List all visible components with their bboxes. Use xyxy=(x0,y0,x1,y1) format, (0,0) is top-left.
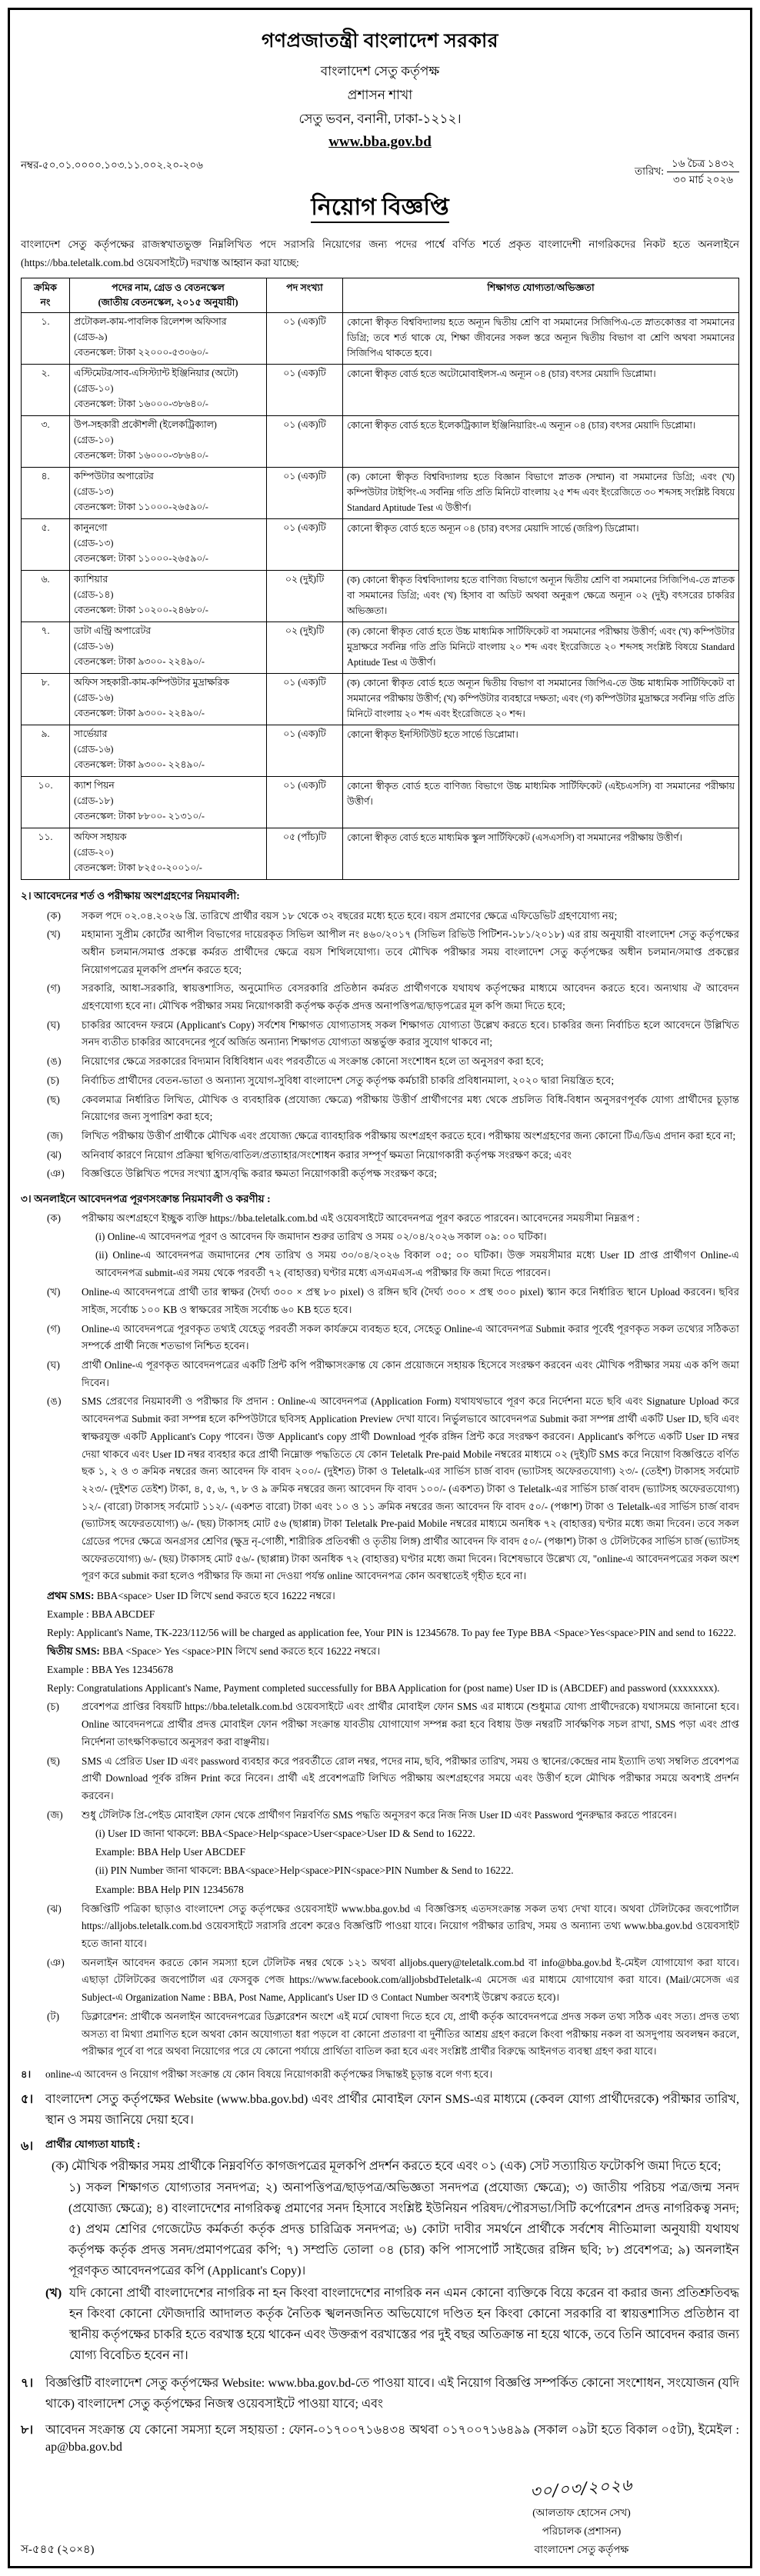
row-qualification: কোনো স্বীকৃত বোর্ড হতে অটোমোবাইলস-এ অন্যূন ০৪ (চার) বৎসর মেয়াদি ডিপ্লোমা। xyxy=(343,365,739,416)
row-vacancies: ০১ (এক)টি xyxy=(267,468,343,519)
clause-3-chha-mark: (ছ) xyxy=(47,1755,60,1767)
row-vacancies: ০১ (এক)টি xyxy=(267,313,343,365)
sms-second-text: BBA <Space> Yes <space>PIN লিখে send করতে হবে 16222 নম্বরে। xyxy=(102,1645,381,1658)
clause-3-nga xyxy=(47,1954,739,2007)
section-6-clause-kha-mark: (খ) xyxy=(45,2286,62,2300)
clause-3-gha-text: প্রার্থী Online-এ পূরণকৃত আবেদনপত্রের একটি প্রিন্ট কপি পরীক্ষাসংক্রান্ত যে কোন প্রয়োজনে সহায়ক হিসেবে সংরক্ষণ করবেন এবং মৌখিক পরীক্ষার সময় এক কপি জমা দিবেন। xyxy=(82,1359,739,1388)
table-row xyxy=(22,725,739,777)
row-post-grade: (গ্রেড-৯) xyxy=(74,332,108,343)
row-pay-scale: বেতনস্কেল: টাকা ১০২০০-২৪৬৮০/- xyxy=(74,605,208,616)
row-vacancies: ০১ (এক)টি xyxy=(267,365,343,416)
clause-3-chha-text: SMS এ প্রেরিত User ID এবং password ব্যবহার করে পরবর্তীতে রোল নম্বর, পদের নাম, ছবি, পরীক্ষার তারিখ, সময় ও স্থানের/কেন্দ্রের নাম ইত্যাদি তথ্য সম্বলিত প্রবেশপত্র প্রার্থী Download পূর্বক রঙ্গিন Print করে নিবেন। প্রার্থী এই প্রবেশপত্রটি লিখিত পরীক্ষায় অংশগ্রহণের সময়ে এবং উত্তীর্ণ হলে মৌখিক পরীক্ষার সময়ে অবশ্যই প্রদর্শন করবেন। xyxy=(82,1755,739,1801)
section-6-heading: প্রার্থীর যোগ্যতা যাচাই : xyxy=(45,2138,141,2150)
row-serial: ৬. xyxy=(22,571,70,622)
clause-text: কেবলমাত্র নির্ধারিত লিখিত, মৌখিক ও ব্যবহারিক (প্রযোজ্য ক্ষেত্রে) পরীক্ষায় উত্তীর্ণ প্রার্থীগণের মধ্য থেকে প্রচলিত বিধি-বিধান অনুসরণপূর্বক যোগ্য প্রার্থীদের চূড়ান্ত নিয়োগের জন্য সুপারিশ করা হবে; xyxy=(82,1093,739,1123)
row-serial: ৭. xyxy=(22,622,70,674)
row-pay-scale: বেতনস্কেল: টাকা ১৬০০০-৩৮৬৪০/- xyxy=(74,398,208,410)
row-serial: ৩. xyxy=(22,416,70,468)
clause-3-kha-mark: (খ) xyxy=(47,1286,61,1298)
row-serial: ৯. xyxy=(22,725,70,777)
row-post-name: অফিস সহায়ক xyxy=(74,831,127,843)
clause-text: লিখিত পরীক্ষায় উত্তীর্ণ প্রার্থীকে মৌখিক এবং প্রযোজ্য ক্ষেত্রে ব্যাবহারিক পরীক্ষায় অংশগ্রহণ করতে হবে। পরীক্ষায় অংশগ্রহণের জন্য কোনো টিএ/ডিএ প্রদান করা হবে না; xyxy=(82,1129,736,1141)
section-6-clause-kha xyxy=(45,2283,739,2366)
row-pay-scale: বেতনস্কেল: টাকা ৮৮০০- ২১৩১০/- xyxy=(74,811,205,822)
signatory-designation: পরিচালক (প্রশাসন) xyxy=(542,2524,622,2537)
table-row xyxy=(22,468,739,519)
row-post-details xyxy=(70,313,267,365)
col-post xyxy=(70,278,267,313)
handwritten-signature: ৩০/০৩/২০২৬ xyxy=(529,2474,634,2501)
page-title xyxy=(21,188,739,228)
clause-mark: (ক) xyxy=(47,909,62,921)
memo-number: নম্বর-৫০.০১.০০০০.১০৩.১১.০০২.২০-২০৬ xyxy=(21,159,203,171)
row-post-name: ডাটা এন্ট্রি অপারেটর xyxy=(74,625,151,637)
section-6-clause-kha-text: যদি কোনো প্রার্থী বাংলাদেশের নাগরিক না হন কিংবা বাংলাদেশের নাগরিক নন এমন কোনো ব্যক্তিকে বিয়ে করেন বা করার জন্য প্রতিশ্রুতিবদ্ধ হন কিংবা কোনো ফৌজদারি আদালত কর্তৃক নৈতিক স্খলনজনিত অভিযোগে দণ্ডিত হন কিংবা কোনো সরকারি বা স্বায়ত্তশাসিত প্রতিষ্ঠান বা স্থানীয় কর্তৃপক্ষের চাকরি হতে বরখাস্ত হয়ে থাকেন এবং উক্তরূপ বরখাস্তের পর দুই বছর অতিক্রান্ত না হয়ে থাকে, তবে তিনি আবেদন করার জন্য যোগ্য বিবেচিত হবেন না। xyxy=(69,2286,739,2362)
row-post-name: কম্পিউটার অপারেটর xyxy=(74,471,154,482)
row-serial: ২. xyxy=(22,365,70,416)
row-post-name: প্রটোকল-কাম-পাবলিক রিলেশন্স অফিসার xyxy=(74,316,227,328)
row-post-name: উপ-সহকারী প্রকৌশলী (ইলেকট্রিক্যাল) xyxy=(74,419,217,431)
section-3-heading xyxy=(21,1190,739,1208)
authority-website-link[interactable]: www.bba.gov.bd xyxy=(328,134,432,150)
clause-3-uo-mark: (ঙ) xyxy=(47,1395,62,1408)
section-4 xyxy=(21,2066,739,2084)
clause-3-ja xyxy=(47,1807,739,1899)
clause-mark: (ঘ) xyxy=(47,1018,60,1031)
row-vacancies: ০৫ (পাঁচ)টি xyxy=(267,828,343,880)
section-3-title: অনলাইনে আবেদনপত্র পূরণসংক্রান্ত নিয়মাবলী ও করণীয় : xyxy=(34,1193,271,1205)
table-row xyxy=(22,622,739,674)
sms-first-reply: Reply: Applicant's Name, TK-223/112/56 will be charged as application fee, Your PIN is 12345678. To pay fee Type BBA <Space>Yes<space>PIN and send to 16222. xyxy=(47,1627,736,1639)
clause-mark: (ঝ) xyxy=(47,1148,62,1161)
section-6-clause-ka: (ক) মৌখিক পরীক্ষার সময় প্রার্থীকে নিম্নবর্ণিত কাগজপত্রের মূলকপি প্রদর্শন করতে হবে এবং ০১ (এক) সেট সত্যায়িত ফটোকপি জমা দিতে হবে; xyxy=(52,2159,722,2173)
clause-3-cha xyxy=(47,1698,739,1751)
help-sms-pin-example: Example: BBA Help PIN 12345678 xyxy=(95,1883,244,1895)
row-qualification: কোনো স্বীকৃত বোর্ড হতে অন্যূন ০৪ (চার) বৎসর মেয়াদি সার্ভে (জরিপ) ডিপ্লোমা। xyxy=(343,519,739,571)
clause-mark: (জ) xyxy=(47,1129,63,1141)
table-row xyxy=(22,828,739,880)
row-post-grade: (গ্রেড-১৩) xyxy=(74,538,114,549)
clause-mark: (চ) xyxy=(47,1074,59,1086)
clause-3-ja-mark: (জ) xyxy=(47,1808,63,1821)
section-2-clause xyxy=(47,1128,739,1145)
row-serial: ৮. xyxy=(22,674,70,725)
help-sms-userid-example: Example: BBA Help User ABCDEF xyxy=(95,1846,245,1858)
clause-3-kha-text: Online-এ আবেদনপত্রে প্রার্থী তার স্বাক্ষর (দৈর্ঘ্য ৩০০ × প্রস্থ ৮০ pixel) ও রঙ্গিন ছবি (দৈর্ঘ্য ৩০০ × প্রস্থ ৩০০ pixel) স্ক্যান করে নির্ধারিত স্থানে Upload করবেন। ছবির সাইজ, সর্বোচ্চ ১০০ KB ও স্বাক্ষরের সাইজ সর্বোচ্চ ৬০ KB হতে হবে। xyxy=(82,1286,739,1315)
table-row xyxy=(22,416,739,468)
clause-3-jha-mark: (ঝ) xyxy=(47,1902,62,1915)
row-pay-scale: বেতনস্কেল: টাকা ২২০০০-৫৩০৬০/- xyxy=(74,347,208,358)
table-row xyxy=(22,674,739,725)
row-post-name: অফিস সহকারী-কাম-কম্পিউটার মুদ্রাক্ষরিক xyxy=(74,677,230,688)
section-4-text: online-এ আবেদন ও নিয়োগ পরীক্ষা সংক্রান্ত যে কোন বিষয়ে নিয়োগকারী কর্তৃপক্ষের সিদ্ধান্তই চূড়ান্ত বলে গণ্য হবে। xyxy=(45,2068,493,2080)
sms-first-example: Example : BBA ABCDEF xyxy=(47,1608,155,1621)
sms-first-text: BBA<space> User ID লিখে send করতে হবে 16222 নম্বরে। xyxy=(96,1590,335,1602)
row-post-details xyxy=(70,777,267,828)
section-8 xyxy=(21,2420,739,2454)
section-2-clause xyxy=(47,1072,739,1090)
clause-3-ga xyxy=(47,1321,739,1355)
row-qualification: (ক) কোনো স্বীকৃত বিশ্ববিদ্যালয় হতে বিজ্ঞান বিভাগে স্নাতক (সম্মান) বা সমমানের ডিগ্রি; এবং (খ) কম্পিউটার টাইপিং-এ সর্বনিম্ন গতি প্রতি মিনিটে বাংলায় ২৫ শব্দ এবং ইংরেজিতে ৩০ শব্দসহ সংশ্লিষ্ট বিষয়ে Standard Aptitude Test এ উত্তীর্ণ। xyxy=(343,468,739,519)
clause-3-uo-text: SMS প্রেরণের নিয়মাবলী ও পরীক্ষার ফি প্রদান : Online-এ আবেদনপত্র (Application Form) যথাযথভাবে পূরণ করে নির্দেশনা মতে ছবি এবং Signature Upload করে আবেদনপত্র Submit করা সম্পন্ন হলে কম্পিউটারে ছবিসহ Application Preview দেখা যাবে। নির্ভুলভাবে আবেদনপত্র Submit করা সম্পন্ন প্রার্থী একটি User ID, ছবি এবং স্বাক্ষরযুক্ত একটি Applicant's Copy পাবেন। উক্ত Applicant's copy প্রার্থী Download পূর্বক রঙ্গিন প্রিন্ট করে সংরক্ষণ করবেন। Applicant's কপিতে একটি User ID নম্বর দেয়া থাকবে এবং User ID নম্বর ব্যবহার করে প্রার্থী নিম্নোক্ত পদ্ধতিতে যে কোন Teletalk Pre-paid Mobile নম্বরের মাধ্যমে ০২ (দুই)টি SMS করে নিয়োগ বিজ্ঞপ্তিতে বর্ণিত ছক ১, ২ ও ৩ ক্রমিক নম্বরের জন্য আবেদন ফি বাবদ ২০০/- (দুইশত) টাকা ও Teletalk-এর সার্ভিস চার্জ বাবদ (ভ্যাটসহ অফেরতযোগ্য) ২৩/- (তেইশ) টাকাসহ সর্বমোট ২২৩/- (দুইশত তেইশ) টাকা, ৪, ৫, ৬, ৭, ৮ ও ৯ ক্রমিক নম্বরের জন্য আবেদন ফি বাবদ ১০০/- (একশত) টাকা ও Teletalk-এর সার্ভিস চার্জ বাবদ (ভ্যাটসহ অফেরতযোগ্য) ১২/- (বারো) টাকাসহ সর্বমোট ১১২/- (একশত বারো) টাকা এবং ১০ ও ১১ ক্রমিক নম্বরের জন্য আবেদন ফি বাবদ ৫০/- (পঞ্চাশ) টাকা ও Teletalk-এর সার্ভিস চার্জ বাবদ (ভ্যাটসহ অফেরতযোগ্য) ৬/- (ছয়) টাকাসহ মোট ৫৬ (ছাপ্পান্ন) টাকা Teletalk Pre-paid Mobile নম্বরের মাধ্যমে অনধিক ৭২ (বাহাত্তর) ঘণ্টার মধ্যে জমা দিবেন। তবে সকল গ্রেডের পদের ক্ষেত্রে অনগ্রসর শ্রেণির (ক্ষুদ্র নৃ-গোষ্ঠী, শারীরিক প্রতিবন্ধী ও তৃতীয় লিঙ্গ) প্রার্থীর আবেদন ফি বাবদ ৫০/- (পঞ্চাশ) টাকা ও টেলিটকের সার্ভিস চার্জ (ভ্যাটসহ অফেরতযোগ্য) ৬/- (ছয়) টাকাসহ মোট ৫৬/- (ছাপ্পান্ন) টাকা অনধিক ৭২ (বাহাত্তর) ঘণ্টার মধ্যে জমা দিবেন। বিশেষভাবে উল্লেখ্য যে, "online-এ আবেদনপত্রের সকল অংশ পূরণ করে submit করা হলেও পরীক্ষার ফি জমা না দেওয়া পর্যন্ত online আবেদনপত্র কোন অবস্থাতেই গৃহীত হবে না। xyxy=(82,1395,739,1582)
row-post-details xyxy=(70,674,267,725)
row-serial: ১. xyxy=(22,313,70,365)
clause-mark: (ঙ) xyxy=(47,1055,62,1068)
row-qualification: (ক) কোনো স্বীকৃত বোর্ড হতে উচ্চ মাধ্যমিক সার্টিফিকেট বা সমমানের পরীক্ষায় উত্তীর্ণ; এবং (খ) কম্পিউটার মুদ্রাক্ষরে সর্বনিম্ন গতি প্রতি মিনিটে বাংলায় ২০ শব্দ এবং ইংরেজিতে ২০ শব্দসহ সংশ্লিষ্ট বিষয়ে Standard Aptitude Test এ উত্তীর্ণ। xyxy=(343,622,739,674)
signature-block xyxy=(455,2474,708,2559)
office-address: সেতু ভবন, বনানী, ঢাকা-১২১২। xyxy=(298,112,462,126)
sms-first-block xyxy=(47,1587,739,1605)
clause-3-ka-sub2: (ii) Online-এ আবেদনপত্র জমাদানের শেষ তারিখ ও সময় ৩০/০৪/২০২৬ বিকাল ০৫; ০০ ঘটিকা। উক্ত সময়সীমার মধ্যে User ID প্রাপ্ত প্রার্থীগণ Online-এ আবেদনপত্র submit-এর সময় থেকে পরবর্তী ৭২ (বাহাত্তর) ঘণ্টার মধ্যে এসএমএস-এ পরীক্ষার ফি জমা দিতে পারবেন। xyxy=(95,1248,739,1278)
clause-3-uo xyxy=(47,1393,739,1585)
row-qualification: (ক) কোনো স্বীকৃত বোর্ড হতে অন্যূন দ্বিতীয় বিভাগ বা সমমানের জিপিএ-তে উচ্চ মাধ্যমিক সার্টিফিকেট বা সমমানের পরীক্ষায় উত্তীর্ণ; (খ) কম্পিউটার ব্যবহারে দক্ষতা; এবং (গ) কম্পিউটার মুদ্রাক্ষরে সর্বনিম্ন গতি প্রতি মিনিটে বাংলায় ২০ শব্দ এবং ইংরেজিতে ২০ শব্দ। xyxy=(343,674,739,725)
clause-text: নির্বাচিত প্রার্থীদের বেতন-ভাতা ও অন্যান্য সুযোগ-সুবিধা বাংলাদেশ সেতু কর্তৃপক্ষ কর্মচারী চাকরি প্রবিধানমালা, ২০২০ দ্বারা নিয়ন্ত্রিত হবে; xyxy=(82,1074,615,1086)
branch-name: প্রশাসন শাখা xyxy=(347,88,413,102)
row-post-grade: (গ্রেড-১০) xyxy=(74,383,114,395)
section-2-clause xyxy=(47,908,739,925)
col-post-l1: পদের নাম, গ্রেড ও বেতনস্কেল xyxy=(112,282,225,294)
row-serial: ১০. xyxy=(22,777,70,828)
row-serial: ১১. xyxy=(22,828,70,880)
row-post-name: সার্ভেয়ার xyxy=(74,728,108,740)
row-post-details xyxy=(70,365,267,416)
sms-second-block xyxy=(47,1642,739,1660)
row-post-grade: (গ্রেড-২০) xyxy=(74,847,114,858)
row-pay-scale: বেতনস্কেল: টাকা ৮২৫০-২০০১০/- xyxy=(74,862,202,874)
row-post-grade: (গ্রেড-১৪) xyxy=(74,589,114,601)
row-qualification: কোনো স্বীকৃত বোর্ড হতে ইলেকট্রিক্যাল ইঞ্জিনিয়ারিং-এ অন্যূন ০৪ (চার) বৎসর মেয়াদি ডিপ্লোমা। xyxy=(343,416,739,468)
clause-3-gha xyxy=(47,1357,739,1391)
row-post-name: ক্যাশ পিয়ন xyxy=(74,780,115,791)
section-2-clause xyxy=(47,980,739,1015)
row-post-name: এস্টিমেটর/সাব-এসিস্ট্যান্ট ইঞ্জিনিয়ার (অটো) xyxy=(74,368,238,379)
row-qualification: কোনো স্বীকৃত বিশ্ববিদ্যালয় হতে অন্যূন দ্বিতীয় শ্রেণি বা সমমানের সিজিপিএ-তে স্নাতকোত্তর বা সমমানের ডিগ্রি; তবে শর্ত থাকে যে, শিক্ষা জীবনের সকল স্তরে অন্যূন দ্বিতীয় বিভাগ বা শ্রেণি অথবা সমমানের সিজিপিএ থাকতে হবে। xyxy=(343,313,739,365)
clause-3-nga-text: অনলাইন আবেদন করতে কোন সমস্যা হলে টেলিটক নম্বর থেকে ১২১ অথবা alljobs.query@teletalk.com.bd বা info@bba.gov.bd ই-মেইল যোগাযোগ করা যাবে। এছাড়া টেলিটকের জবপোর্টাল এর ফেসবুক পেজ https://www.facebook.com/alljobsbdTeletalk-এ মেসেজ এর মাধ্যমে যোগাযোগ করা যাবে। (Mail/মেসেজ এর Subject-এ Organization Name : BBA, Post Name, Applicant's User ID ও Contact Number অবশ্যই উল্লেখ করতে হবে)। xyxy=(82,1956,739,2004)
row-post-details xyxy=(70,416,267,468)
date-english: ৩০ মার্চ ২০২৬ xyxy=(672,174,734,186)
row-pay-scale: বেতনস্কেল: টাকা ১৬০০০-৩৮৬৪০/- xyxy=(74,450,208,462)
row-post-details xyxy=(70,725,267,777)
row-pay-scale: বেতনস্কেল: টাকা ৯৩০০- ২২৪৯০/- xyxy=(74,656,205,668)
section-2-heading xyxy=(21,887,739,905)
clause-3-ta-text: ডিক্লারেশন: প্রার্থীকে অনলাইন আবেদনপত্রের ডিক্লারেশন অংশে এই মর্মে ঘোষণা দিতে হবে যে, প্রার্থী কর্তৃক আবেদনপত্রে প্রদত্ত সকল তথ্য সঠিক এবং সত্য। প্রদত্ত তথ্য অসত্য বা মিথ্যা প্রমাণিত হলে অথবা কোন অযোগ্যতা ধরা পড়লে বা কোনো প্রতারণা বা দুর্নীতির আশ্রয় গ্রহণ করলে কিংবা পরীক্ষায় নকল বা অসদুপায় অবলম্বন করলে, পরীক্ষার পূর্বে বা পরে অথবা নিয়োগের পরে যে কোনো পর্যায়ে প্রার্থিতা বাতিল করা হবে এবং সংশ্লিষ্ট প্রার্থীর বিরুদ্ধে আইনগত ব্যবস্থা গ্রহণ করা যাবে। xyxy=(82,2010,739,2058)
section-2-clause xyxy=(47,1091,739,1126)
memo-date-row xyxy=(21,157,739,187)
row-vacancies: ০১ (এক)টি xyxy=(267,416,343,468)
section-5 xyxy=(21,2089,739,2131)
clause-text: বিজ্ঞপ্তিতে উল্লিখিত পদের সংখ্যা হ্রাস/বৃদ্ধি করার ক্ষমতা নিয়োগকারী কর্তৃপক্ষ সংরক্ষণ করে; xyxy=(82,1168,437,1180)
notice-frame xyxy=(8,8,752,2568)
row-qualification: কোনো স্বীকৃত ইনস্টিটিউট হতে সার্ভে ডিপ্লোমা। xyxy=(343,725,739,777)
clause-3-ta xyxy=(47,2008,739,2061)
clause-text: মহামান্য সুপ্রীম কোর্টের আপীল বিভাগের দায়েরকৃত সিভিল আপীল নং ৪৬০/২০১৭ (সিভিল রিভিউ পিটিশন-১৮১/২০১৮) এর রায় অনুযায়ী বাংলাদেশ সেতু কর্তৃপক্ষের অধীন চলমান/সমাপ্ত প্রকল্পে কর্মরত প্রার্থীদের ক্ষেত্রে বয়স শিথিলযোগ্য। তবে মৌখিক পরীক্ষার সময় বাংলাদেশ সেতু কর্তৃপক্ষের অধীন চলমান/সমাপ্ত প্রকল্পের নিয়োগপত্রের মূলকপি প্রদর্শন করতে হবে; xyxy=(82,928,739,975)
intro-paragraph: বাংলাদেশ সেতু কর্তৃপক্ষের রাজস্বখাতভুক্ত নিম্নলিখিত পদে সরাসরি নিয়োগের জন্য পদের পার্শ্বে বর্ণিত শর্তে প্রকৃত বাংলাদেশী নাগরিকদের নিকট হতে অনলাইনে (https://bba.teletalk.com.bd ওয়েবসাইটে) দরখাস্ত আহ্বান করা যাচ্ছে: xyxy=(21,238,739,268)
row-serial: ৪. xyxy=(22,468,70,519)
clause-3-ga-text: Online-এ আবেদনপত্রে পূরণকৃত তথ্যই যেহেতু পরবর্তী সকল কার্যক্রমে ব্যবহৃত হবে, সেহেতু Online-এ আবেদনপত্র Submit করার পূর্বেই পূরণকৃত সকল তথ্যের সঠিকতা সম্পর্কে প্রার্থী নিজে শতভাগ নিশ্চিত হবেন। xyxy=(82,1322,739,1352)
row-pay-scale: বেতনস্কেল: টাকা ৯৩০০- ২২৪৯০/- xyxy=(74,708,205,719)
section-2-clause xyxy=(47,926,739,978)
section-6-document-list: ১) সকল শিক্ষাগত যোগ্যতার সনদপত্র; ২) অনাপত্তিপত্র/ছাড়পত্র/অভিজ্ঞতা সনদপত্র (প্রযোজ্য ক্ষেত্রে); ৩) জাতীয় পরিচয় পত্র/জন্ম সনদ (প্রযোজ্য ক্ষেত্রে); ৪) বাংলাদেশের নাগরিকত্ব প্রমাণের সনদ হিসাবে সংশ্লিষ্ট ইউনিয়ন পরিষদ/পৌরসভা/সিটি কর্পোরেশন প্রদত্ত নাগরিকত্ব সনদ; ৫) প্রথম শ্রেণির গেজেটেড কর্মকর্তা কর্তৃক প্রদত্ত চারিত্রিক সনদপত্র; ৬) কোটা দাবীর সমর্থনে প্রার্থীকে সর্বশেষ নীতিমালা অনুযায়ী যথাযথ কর্তৃপক্ষ কর্তৃক প্রদত্ত সনদ/প্রমাণপত্রের কপি; ৭) সম্প্রতি তোলা ০৪ (চার) কপি পাসপোর্ট সাইজের রঙ্গিন ছবি; ৮) প্রবেশপত্র; ৯) অনলাইন পূরণকৃত আবেদনপত্রের কপি (Applicant's Copy)। xyxy=(68,2181,739,2278)
table-row xyxy=(22,777,739,828)
clause-text: অনিবার্য কারণে নিয়োগ প্রক্রিয়া স্থগিত/বাতিল/প্রত্যাহার/সংশোধন করার সম্পূর্ণ ক্ষমতা নিয়োগকারী কর্তৃপক্ষ সংরক্ষণ করে; এবং xyxy=(82,1148,572,1161)
clause-mark: (ঞ) xyxy=(47,1168,65,1180)
signatory-organization: বাংলাদেশ সেতু কর্তৃপক্ষ xyxy=(534,2543,629,2555)
row-post-name: কানুনগো xyxy=(74,522,108,534)
help-sms-pin: (ii) PIN Number জানা থাকলে: BBA<space>Help<space>PIN<space>PIN Number & Send to 16222. xyxy=(95,1865,514,1877)
section-4-number: ৪। xyxy=(21,2068,32,2080)
row-serial: ৫. xyxy=(22,519,70,571)
date-label: তারিখ: xyxy=(635,165,664,178)
section-3-number: ৩। xyxy=(21,1193,32,1205)
section-7-text: বিজ্ঞপ্তিটি বাংলাদেশ সেতু কর্তৃপক্ষের Website: www.bba.gov.bd-তে পাওয়া যাবে। এই নিয়োগ বিজ্ঞপ্তি সম্পর্কিত কোনো সংশোধন, সংযোজন (যদি থাকে) বাংলাদেশ সেতু কর্তৃপক্ষের নিজস্ব ওয়েবসাইটে পাওয়া যাবে; এবং xyxy=(45,2376,739,2411)
clause-3-chha xyxy=(47,1753,739,1805)
clause-text: নিয়োগের ক্ষেত্রে সরকারের বিদ্যমান বিধিবিধান এবং পরবর্তীতে এ সংক্রান্ত কোনো সংশোধন হলে তা অনুসরণ করা হবে; xyxy=(82,1055,544,1068)
col-serial-l2: নং xyxy=(40,297,51,308)
sms-second-example: Example : BBA Yes 12345678 xyxy=(47,1664,174,1676)
section-2-clause xyxy=(47,1053,739,1071)
clause-3-ka-text: পরীক্ষায় অংশগ্রহণে ইচ্ছুক ব্যক্তি https://bba.teletalk.com.bd এই ওয়েবসাইটে আবেদনপত্র পূরণ করতে পারবেন। আবেদনের সময়সীমা নিম্নরূপ : xyxy=(82,1212,640,1225)
clause-3-ta-mark: (ট) xyxy=(47,2010,59,2022)
row-post-name: ক্যাশিয়ার xyxy=(74,574,108,585)
section-3 xyxy=(21,1190,739,2061)
row-post-details xyxy=(70,468,267,519)
clause-mark: (খ) xyxy=(47,928,61,941)
footer-code: স-৫৪৫ (২০×৪) xyxy=(21,2544,95,2557)
section-5-number: ৫। xyxy=(21,2092,34,2106)
row-post-grade: (গ্রেড-১৩) xyxy=(74,486,114,498)
clause-3-cha-text: প্রবেশপত্র প্রাপ্তির বিষয়টি https://bba.teletalk.com.bd ওয়েবসাইটে এবং প্রার্থীর মোবাইল ফোন SMS এর মাধ্যমে (শুধুমাত্র যোগ্য প্রার্থীদেরকে) যথাসময়ে জানানো হবে। Online আবেদনপত্রে প্রার্থীর প্রদত্ত মোবাইল ফোন পরীক্ষা সংক্রান্ত যাবতীয় যোগাযোগ সম্পন্ন করা হবে বিধায় উক্ত নম্বরটি সার্বক্ষণিক সচল রাখা, SMS পড়া এবং প্রাপ্ত নির্দেশনা তাৎক্ষণিকভাবে অনুসরণ করা বাঞ্ছনীয়। xyxy=(82,1701,739,1748)
authority-name: বাংলাদেশ সেতু কর্তৃপক্ষ xyxy=(320,64,440,78)
table-row xyxy=(22,519,739,571)
row-post-grade: (গ্রেড-১০) xyxy=(74,435,114,446)
section-5-text: বাংলাদেশ সেতু কর্তৃপক্ষের Website (www.bba.gov.bd) এবং প্রার্থীর মোবাইল ফোন SMS-এর মাধ্যমে (কেবল যোগ্য প্রার্থীদেরকে) পরীক্ষার তারিখ, স্থান ও সময় জানিয়ে দেয়া হবে। xyxy=(45,2092,739,2127)
clause-3-nga-mark: (ঞ) xyxy=(47,1956,65,1968)
clause-3-gha-mark: (ঘ) xyxy=(47,1359,60,1371)
section-2-clause xyxy=(47,1165,739,1183)
row-pay-scale: বেতনস্কেল: টাকা ১১০০০-২৬৫৯০/- xyxy=(74,553,208,565)
col-qualification: শিক্ষাগত যোগ্যতা/অভিজ্ঞতা xyxy=(343,278,739,313)
row-vacancies: ০১ (এক)টি xyxy=(267,777,343,828)
clause-3-jha xyxy=(47,1901,739,1953)
row-pay-scale: বেতনস্কেল: টাকা ৯৩০০- ২২৪৯০/- xyxy=(74,759,205,771)
row-post-details xyxy=(70,519,267,571)
col-serial xyxy=(22,278,70,313)
row-post-details xyxy=(70,571,267,622)
col-post-l2: (জাতীয় বেতনস্কেল, ২০১৫ অনুযায়ী) xyxy=(98,297,238,308)
section-7-number: ৭। xyxy=(21,2376,34,2390)
table-row xyxy=(22,365,739,416)
letterhead xyxy=(21,25,739,151)
clause-3-ga-mark: (গ) xyxy=(47,1322,61,1335)
row-post-grade: (গ্রেড-১৮) xyxy=(74,795,114,807)
section-6-number: ৬। xyxy=(21,2139,34,2153)
row-qualification: কোনো স্বীকৃত বোর্ড হতে বাণিজ্য বিভাগে উচ্চ মাধ্যমিক সার্টিফিকেট (এইচএসসি) বা সমমানের পরীক্ষায় উত্তীর্ণ। xyxy=(343,777,739,828)
row-post-details xyxy=(70,622,267,674)
sms-first-label: প্রথম SMS: xyxy=(47,1590,95,1602)
row-post-grade: (গ্রেড-১৬) xyxy=(74,641,114,652)
section-2-clause xyxy=(47,1017,739,1051)
table-row xyxy=(22,313,739,365)
row-qualification: কোনো স্বীকৃত বোর্ড হতে মাধ্যমিক স্কুল সার্টিফিকেট (এসএসসি) বা সমমানের পরীক্ষায় উত্তীর্ণ। xyxy=(343,828,739,880)
sms-second-reply: Reply: Congratulations Applicant's Name, Payment completed successfully for BBA Application for (post name) User ID is (ABCDEF) and password (xxxxxxxx). xyxy=(47,1682,720,1695)
row-pay-scale: বেতনস্কেল: টাকা ১১০০০-২৬৫৯০/- xyxy=(74,502,208,513)
row-vacancies: ০১ (এক)টি xyxy=(267,519,343,571)
section-2-clause xyxy=(47,1147,739,1165)
section-8-text: আবেদন সংক্রান্ত যে কোনো সমস্যা হলে সহায়তা : ফোন-০১৭০০৭১৬৪৩৪ অথবা ০১৭০০৭১৬৪৯৯ (সকাল ০৯টা হতে বিকাল ০৫টা), ইমেইল : ap@bba.gov.bd xyxy=(45,2423,739,2454)
clause-text: সরকারি, আধা-সরকারি, স্বায়ত্তশাসিত, অনুমোদিত বেসরকারি প্রতিষ্ঠান কর্মরত প্রার্থীগণকে যথাযথ কর্তৃপক্ষের মাধ্যমে আবেদন করতে হবে। অন্যথায় ঐ আবেদন গ্রহণযোগ্য হবে না। মৌখিক পরীক্ষার সময় নিয়োগকারী কর্তৃপক্ষ কর্তৃক প্রদত্ত অনাপত্তিপত্র/ছাড়পত্রের মূল কপি জমা দিতে হবে; xyxy=(82,982,739,1012)
date-block xyxy=(635,157,739,187)
date-bangla: ১৬ চৈত্র ১৪৩২ xyxy=(667,157,739,172)
sms-second-label: দ্বিতীয় SMS: xyxy=(47,1645,100,1658)
clause-3-cha-mark: (চ) xyxy=(47,1701,59,1713)
government-name: গণপ্রজাতন্ত্রী বাংলাদেশ সরকার xyxy=(261,31,499,52)
section-2-number: ২। xyxy=(21,890,32,902)
section-2-title: আবেদনের শর্ত ও পরীক্ষায় অংশগ্রহণের নিয়মাবলী: xyxy=(34,890,240,902)
help-sms-userid: (i) User ID জানা থাকলে: BBA<Space>Help<space>User<space>User ID & Send to 16222. xyxy=(95,1828,475,1840)
section-8-number: ৮। xyxy=(21,2423,34,2437)
clause-3-ka-mark: (ক) xyxy=(47,1212,62,1225)
row-post-grade: (গ্রেড-১৬) xyxy=(74,692,114,704)
clause-text: সকল পদে ০২.০৪.২০২৬ খ্রি. তারিখে প্রার্থীর বয়স ১৮ থেকে ৩২ বছরের মধ্যে হতে হবে। বয়স প্রমাণের ক্ষেত্রে এফিডেভিট গ্রহণযোগ্য নয়; xyxy=(82,909,618,921)
posts-table xyxy=(21,278,739,880)
table-row xyxy=(22,571,739,622)
row-vacancies: ০২ (দুই)টি xyxy=(267,571,343,622)
section-7 xyxy=(21,2373,739,2414)
table-header-row xyxy=(22,278,739,313)
clause-mark: (গ) xyxy=(47,982,61,995)
row-post-details xyxy=(70,828,267,880)
section-2 xyxy=(21,887,739,1183)
clause-3-ka-sub1: (i) Online-এ আবেদনপত্র পূরণ ও আবেদন ফি জমাদান শুরুর তারিখ ও সময় ০২/০৪/২০২৬ সকাল ০৯: ০০ ঘটিকা। xyxy=(95,1231,547,1243)
signatory-name: (আলতাফ হোসেন সেখ) xyxy=(532,2507,631,2519)
clause-3-ka xyxy=(47,1210,739,1282)
col-vacancies: পদ সংখ্যা xyxy=(267,278,343,313)
row-qualification: (ক) কোনো স্বীকৃত বিশ্ববিদ্যালয় হতে বাণিজ্য বিভাগে অন্যূন দ্বিতীয় শ্রেণি বা সমমানের সিজিপিএ-তে স্নাতক বা সমমানের ডিগ্রি; এবং (খ) হিসাব বা অডিট অথবা অনুরূপ ক্ষেত্রে অন্যূন ০২ (দুই) বৎসরের চাকরির অভিজ্ঞতা। xyxy=(343,571,739,622)
clause-text: চাকরির আবেদন ফরমে (Applicant's Copy) সর্বশেষ শিক্ষাগত যোগ্যতাসহ সকল শিক্ষাগত যোগ্যতা উল্লেখ করতে হবে। চাকরির জন্য নির্বাচিত হলে আবেদনে উল্লিখিত সনদ ব্যতীত চাকরির আবেদনের পূর্বে অর্জিত অন্যান্য শিক্ষাগত যোগ্যতা অন্তর্ভুক্ত করার সুযোগ থাকবে না; xyxy=(82,1018,739,1048)
section-6 xyxy=(21,2136,739,2368)
row-vacancies: ০২ (দুই)টি xyxy=(267,622,343,674)
clause-3-ja-text: শুধু টেলিটক প্রি-পেইড মোবাইল ফোন থেকে প্রার্থীগণ নিম্নবর্ণিত SMS পদ্ধতি অনুসরণ করে নিজ নিজ User ID এবং Password পুনরুদ্ধার করতে পারবেন। xyxy=(82,1808,677,1821)
row-vacancies: ০১ (এক)টি xyxy=(267,725,343,777)
page-title-text: নিয়োগ বিজ্ঞপ্তি xyxy=(311,195,448,223)
clause-3-kha xyxy=(47,1284,739,1318)
row-vacancies: ০১ (এক)টি xyxy=(267,674,343,725)
row-post-grade: (গ্রেড-১৬) xyxy=(74,744,114,755)
clause-3-jha-text: বিজ্ঞপ্তিটি পত্রিকা ছাড়াও বাংলাদেশ সেতু কর্তৃপক্ষের ওয়েবসাইট www.bba.gov.bd এ বিজ্ঞপ্তিসহ এতদসংক্রান্ত সকল তথ্য দেখা যাবে। অথবা টেলিটকের জবপোর্টাল https://alljobs.teletalk.com.bd ওয়েবসাইটে সরাসরি প্রবেশ করেও বিজ্ঞপ্তিটি পাওয়া যাবে। নিয়োগ পরীক্ষার তারিখ, সময় ও অন্যান্য তথ্য www.bba.gov.bd ওয়েবসাইট হতে জানা যাবে। xyxy=(82,1902,739,1949)
col-serial-l1: ক্রমিক xyxy=(34,282,57,294)
clause-mark: (ছ) xyxy=(47,1093,60,1105)
